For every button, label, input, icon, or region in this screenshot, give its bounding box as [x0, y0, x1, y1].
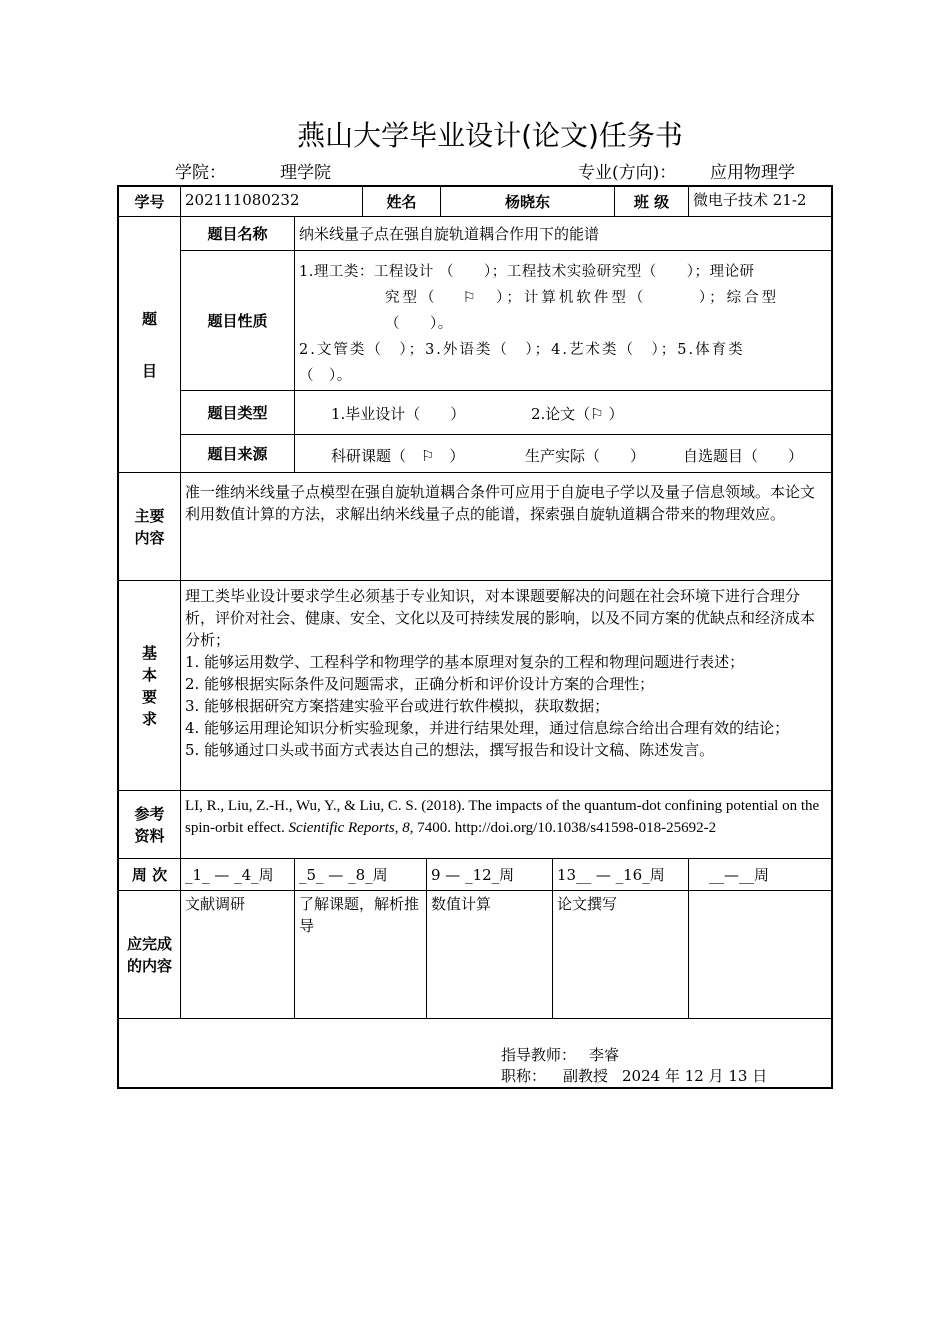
week-range: _1_ — _4_周 — [180, 858, 295, 891]
requirement-item: 2. 能够根据实际条件及问题需求，正确分析和评价设计方案的合理性； — [185, 675, 655, 693]
source-option-self: 自选题目（ ） — [683, 447, 804, 465]
topic-name-label: 题目名称 — [180, 216, 295, 251]
reference-text: , — [394, 820, 403, 836]
reference-doi: , 7400. http://doi.org/10.1038/s41598-018-25692-2 — [409, 820, 717, 836]
requirement-item: 5. 能够通过口头或书面方式表达自己的想法，撰写报告和设计文稿、陈述发言。 — [185, 741, 715, 759]
references-label: 参考资料 — [118, 790, 181, 859]
student-name: 杨晓东 — [440, 186, 615, 217]
requirements-intro: 理工类毕业设计要求学生必须基于专业知识，对本课题要解决的问题在社会环境下进行合理分析，评价对社会、健康、安全、文化以及可持续发展的影响，以及不同方案的优缺点和经济成本分析； — [185, 587, 816, 649]
student-id: 202111080232 — [180, 186, 363, 217]
topic-name: 纳米线量子点在强自旋轨道耦合作用下的能谱 — [294, 216, 832, 251]
task-cell: 了解课题，解析推导 — [294, 890, 427, 1019]
requirements-text — [180, 580, 832, 791]
type-option-design: 1.毕业设计（ ） — [331, 405, 466, 423]
week-label: 周 次 — [118, 858, 181, 891]
college-label: 学院： — [175, 163, 226, 183]
task-cell: 数值计算 — [426, 890, 553, 1019]
nature-line: 究型（ ⚐ ）；计算机软件型（ ）；综合型 — [385, 290, 780, 306]
signature-date: 2024 年 12 月 13 日 — [622, 1067, 768, 1085]
class-label: 班 级 — [614, 186, 689, 217]
advisor-title: 副教授 — [563, 1067, 609, 1085]
advisor-label: 指导教师： — [501, 1046, 577, 1064]
main-content-text: 准一维纳米线量子点模型在强自旋轨道耦合条件可应用于自旋电子学以及量子信息领域。本论文利用数值计算的方法，求解出纳米线量子点的能谱，探索强自旋轨道耦合带来的物理效应。 — [180, 472, 832, 581]
nature-line: 2.文管类（ ）；3.外语类（ ）；4.艺术类（ ）；5.体育类 — [299, 342, 745, 358]
task-cell: 文献调研 — [180, 890, 295, 1019]
college-value: 理学院 — [280, 163, 331, 183]
type-option-thesis: 2.论文（⚐ ） — [531, 405, 624, 423]
reference-volume: 8 — [402, 820, 410, 836]
topic-source — [294, 434, 832, 473]
topic-type — [294, 390, 832, 435]
requirement-item: 1. 能够运用数学、工程科学和物理学的基本原理对复杂的工程和物理问题进行表述； — [185, 653, 745, 671]
reference-journal: Scientific Reports — [288, 820, 395, 836]
week-range: __—__周 — [688, 858, 832, 891]
requirement-item: 4. 能够运用理论知识分析实验现象，并进行结果处理，通过信息综合给出合理有效的结论； — [185, 719, 790, 737]
topic-section-label — [118, 216, 181, 473]
reference-text: LI, R., Liu, Z.-H., Wu, Y., & Liu, C. S. (2018). The impacts of the quantum-dot confining potential on the spin-orbit effect. — [185, 798, 820, 836]
advisor-name: 李睿 — [589, 1046, 620, 1064]
topic-label-1: 题 — [141, 309, 157, 328]
signature-block — [118, 1018, 832, 1088]
major-label: 专业(方向)： — [578, 163, 677, 183]
class-value: 微电子技术 21-2 — [688, 186, 832, 217]
topic-label-2: 目 — [141, 361, 157, 380]
source-option-research: 科研课题（ ⚐ ） — [331, 447, 465, 465]
main-content-label: 主要内容 — [118, 472, 181, 581]
week-range: 13__ — _16_周 — [552, 858, 689, 891]
nature-line: （ ）。 — [385, 316, 453, 332]
major-value: 应用物理学 — [710, 163, 795, 183]
reference-entry — [180, 790, 832, 859]
tasks-label: 应完成的内容 — [118, 890, 181, 1019]
requirements-label: 基本要求 — [118, 580, 181, 791]
student-id-label: 学号 — [118, 186, 181, 217]
topic-type-label: 题目类型 — [180, 390, 295, 435]
title-label: 职称： — [501, 1067, 547, 1085]
document-title: 燕山大学毕业设计(论文)任务书 — [297, 119, 683, 152]
task-cell: 论文撰写 — [552, 890, 689, 1019]
nature-line: 1.理工类：工程设计 （ ）；工程技术实验研究型（ ）；理论研 — [299, 264, 755, 280]
topic-nature — [294, 250, 832, 391]
requirement-item: 3. 能够根据研究方案搭建实验平台或进行软件模拟，获取数据； — [185, 697, 610, 715]
source-option-production: 生产实际（ ） — [525, 447, 646, 465]
week-range: 9 — _12_周 — [426, 858, 553, 891]
name-label: 姓名 — [362, 186, 441, 217]
week-range: _5_ — _8_周 — [294, 858, 427, 891]
topic-source-label: 题目来源 — [180, 434, 295, 473]
topic-nature-label: 题目性质 — [180, 250, 295, 391]
task-cell — [688, 890, 832, 1019]
nature-line: （ ）。 — [299, 368, 352, 384]
